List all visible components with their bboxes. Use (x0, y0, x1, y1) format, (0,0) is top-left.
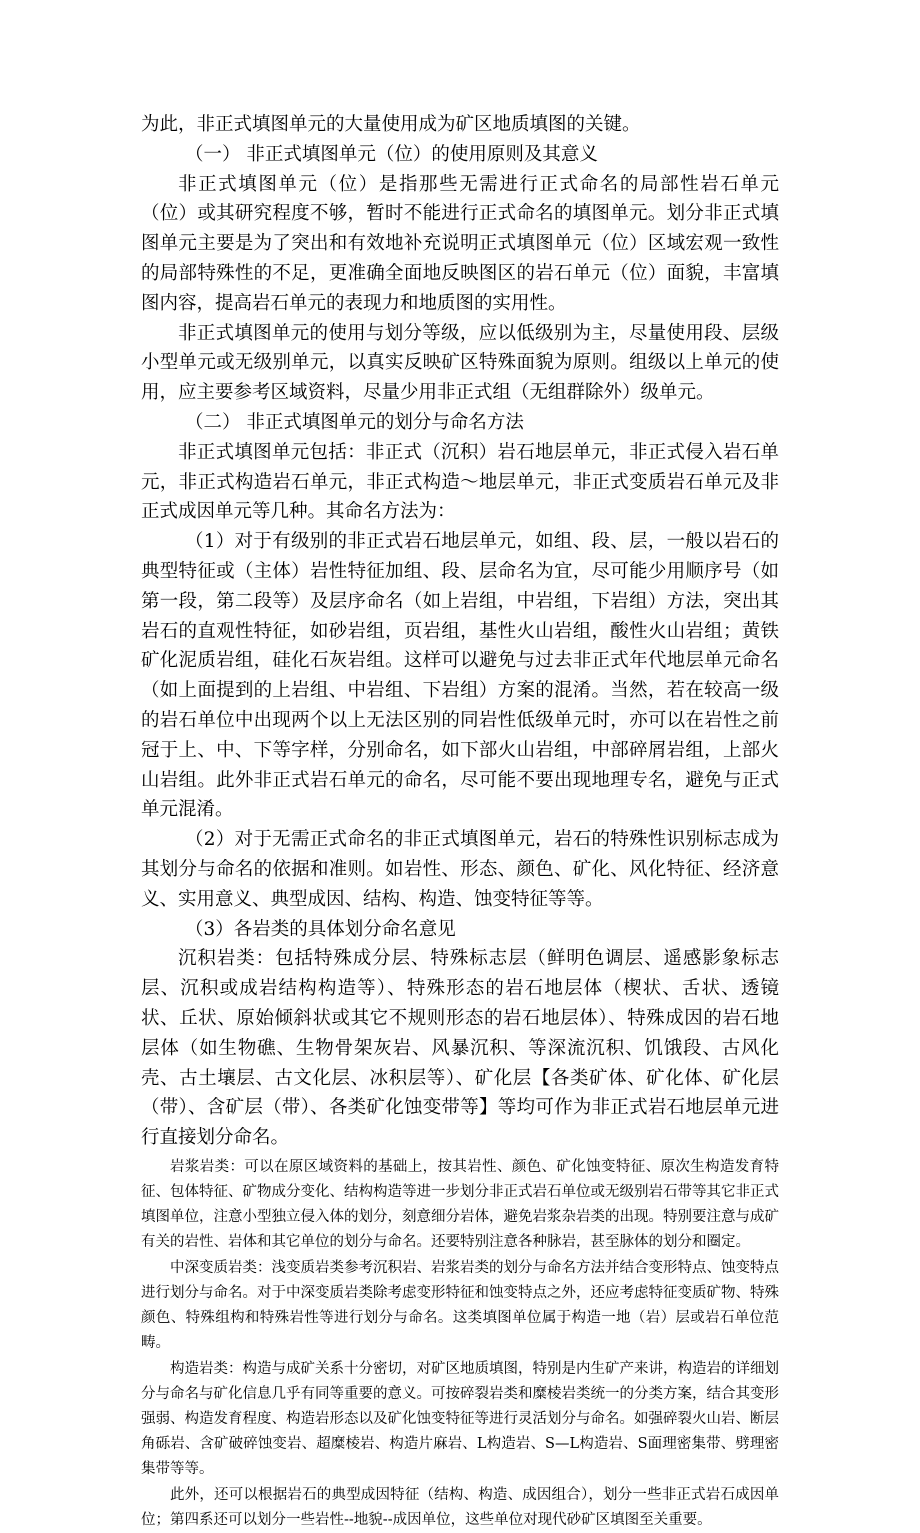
paragraph-item-1: （1）对于有级别的非正式岩石地层单元，如组、段、层，一般以岩石的典型特征或（主体）岩性特征加组、段、层命名为宜，尽可能少用顺序号（如第一段，第二段等）及层序命名（如上岩组，中岩组，下岩组）方法，突出其岩石的直观性特征，如砂岩组，页岩组，基性火山岩组，酸性火山岩组；黄铁矿化泥质岩组，硅化石灰岩组。这样可以避免与过去非正式年代地层单元命名（如上面提到的上岩组、中岩组、下岩组）方案的混淆。当然，若在较高一级的岩石单位中出现两个以上无法区别的同岩性低级单元时，亦可以在岩性之前冠于上、中、下等字样，分别命名，如下部火山岩组，中部碎屑岩组，上部火山岩组。此外非正式岩石单元的命名，尽可能不要出现地理专名，避免与正式单元混淆。 (141, 531, 779, 821)
paragraph-definition: 非正式填图单元（位）是指那些无需进行正式命名的局部性岩石单元（位）或其研究程度不够，暂时不能进行正式命名的填图单元。划分非正式填图单元主要是为了突出和有效地补充说明正式填图单元（位）区域宏观一致性的局部特殊性的不足，更准确全面地反映图区的岩石单元（位）面貌，丰富填图内容，提高岩石单元的表现力和地质图的实用性。 (141, 173, 779, 314)
section-heading-3: （3）各岩类的具体划分命名意见 (185, 918, 456, 940)
paragraph-intro: 为此，非正式填图单元的大量使用成为矿区地质填图的关键。 (141, 114, 641, 135)
paragraph-sedimentary: 沉积岩类：包括特殊成分层、特殊标志层（鲜明色调层、遥感影象标志层、沉积或成岩结构构造等）、特殊形态的岩石地层体（楔状、舌状、透镜状、丘状、原始倾斜状或其它不规则形态的岩石地层体）、特殊成因的岩石地层体（如生物礁、生物骨架灰岩、风暴沉积、等深流沉积、饥饿段、古风化壳、古土壤层、古文化层、冰积层等）、矿化层【各类矿体、矿化体、矿化层（带）、含矿层（带）、各类矿化蚀变带等】等均可作为非正式岩石地层单元进行直接划分命名。 (141, 948, 779, 1149)
paragraph-tectonic: 构造岩类：构造与成矿关系十分密切，对矿区地质填图，特别是内生矿产来讲，构造岩的详细划分与命名与矿化信息几乎有同等重要的意义。可按碎裂岩类和糜棱岩类统一的分类方案，结合其变形强弱、构造发育程度、构造岩形态以及矿化蚀变特征等进行灵活划分与命名。如强碎裂火山岩、断层角砾岩、含矿破碎蚀变岩、超糜棱岩、构造片麻岩、L构造岩、S—L构造岩、S面理密集带、劈理密集带等等。 (141, 1360, 779, 1477)
paragraph-item-2: （2）对于无需正式命名的非正式填图单元，岩石的特殊性识别标志成为其划分与命名的依据和准则。如岩性、形态、颜色、矿化、风化特征、经济意义、实用意义、典型成因、结构、构造、蚀变特征等等。 (141, 829, 779, 910)
paragraph-other: 此外，还可以根据岩石的典型成因特征（结构、构造、成因组合），划分一些非正式岩石成因单位；第四系还可以划分一些岩性--地貌--成因单位，这些单位对现代砂矿区填图至关重要。 (141, 1486, 779, 1528)
paragraph-magmatic: 岩浆岩类：可以在原区域资料的基础上，按其岩性、颜色、矿化蚀变特征、原次生构造发育特征、包体特征、矿物成分变化、结构构造等进一步划分非正式岩石单位或无级别岩石带等其它非正式填图单位，注意小型独立侵入体的划分，刻意细分岩体，避免岩浆杂岩类的出现。特别要注意与成矿有关的岩性、岩体和其它单位的划分与命名。还要特别注意各种脉岩，甚至脉体的划分和圈定。 (141, 1158, 779, 1250)
document-body (141, 110, 779, 1533)
section-heading-1: （一） 非正式填图单元（位）的使用原则及其意义 (185, 143, 598, 165)
paragraph-usage-levels: 非正式填图单元的使用与划分等级，应以低级别为主，尽量使用段、层级小型单元或无级别单元，以真实反映矿区特殊面貌为原则。组级以上单元的使用，应主要参考区域资料，尽量少用非正式组（无组群除外）级单元。 (141, 322, 779, 404)
section-heading-2: （二） 非正式填图单元的划分与命名方法 (185, 411, 524, 433)
paragraph-unit-types: 非正式填图单元包括：非正式（沉积）岩石地层单元，非正式侵入岩石单元，非正式构造岩石单元，非正式构造～地层单元，非正式变质岩石单元及非正式成因单元等几种。其命名方法为： (141, 441, 779, 523)
paragraph-metamorphic: 中深变质岩类：浅变质岩类参考沉积岩、岩浆岩类的划分与命名方法并结合变形特点、蚀变特点进行划分与命名。对于中深变质岩类除考虑变形特征和蚀变特点之外，还应考虑特征变质矿物、特殊颜色、特殊组构和特殊岩性等进行划分与命名。这类填图单位属于构造一地（岩）层或岩石单位范畴。 (141, 1259, 779, 1351)
